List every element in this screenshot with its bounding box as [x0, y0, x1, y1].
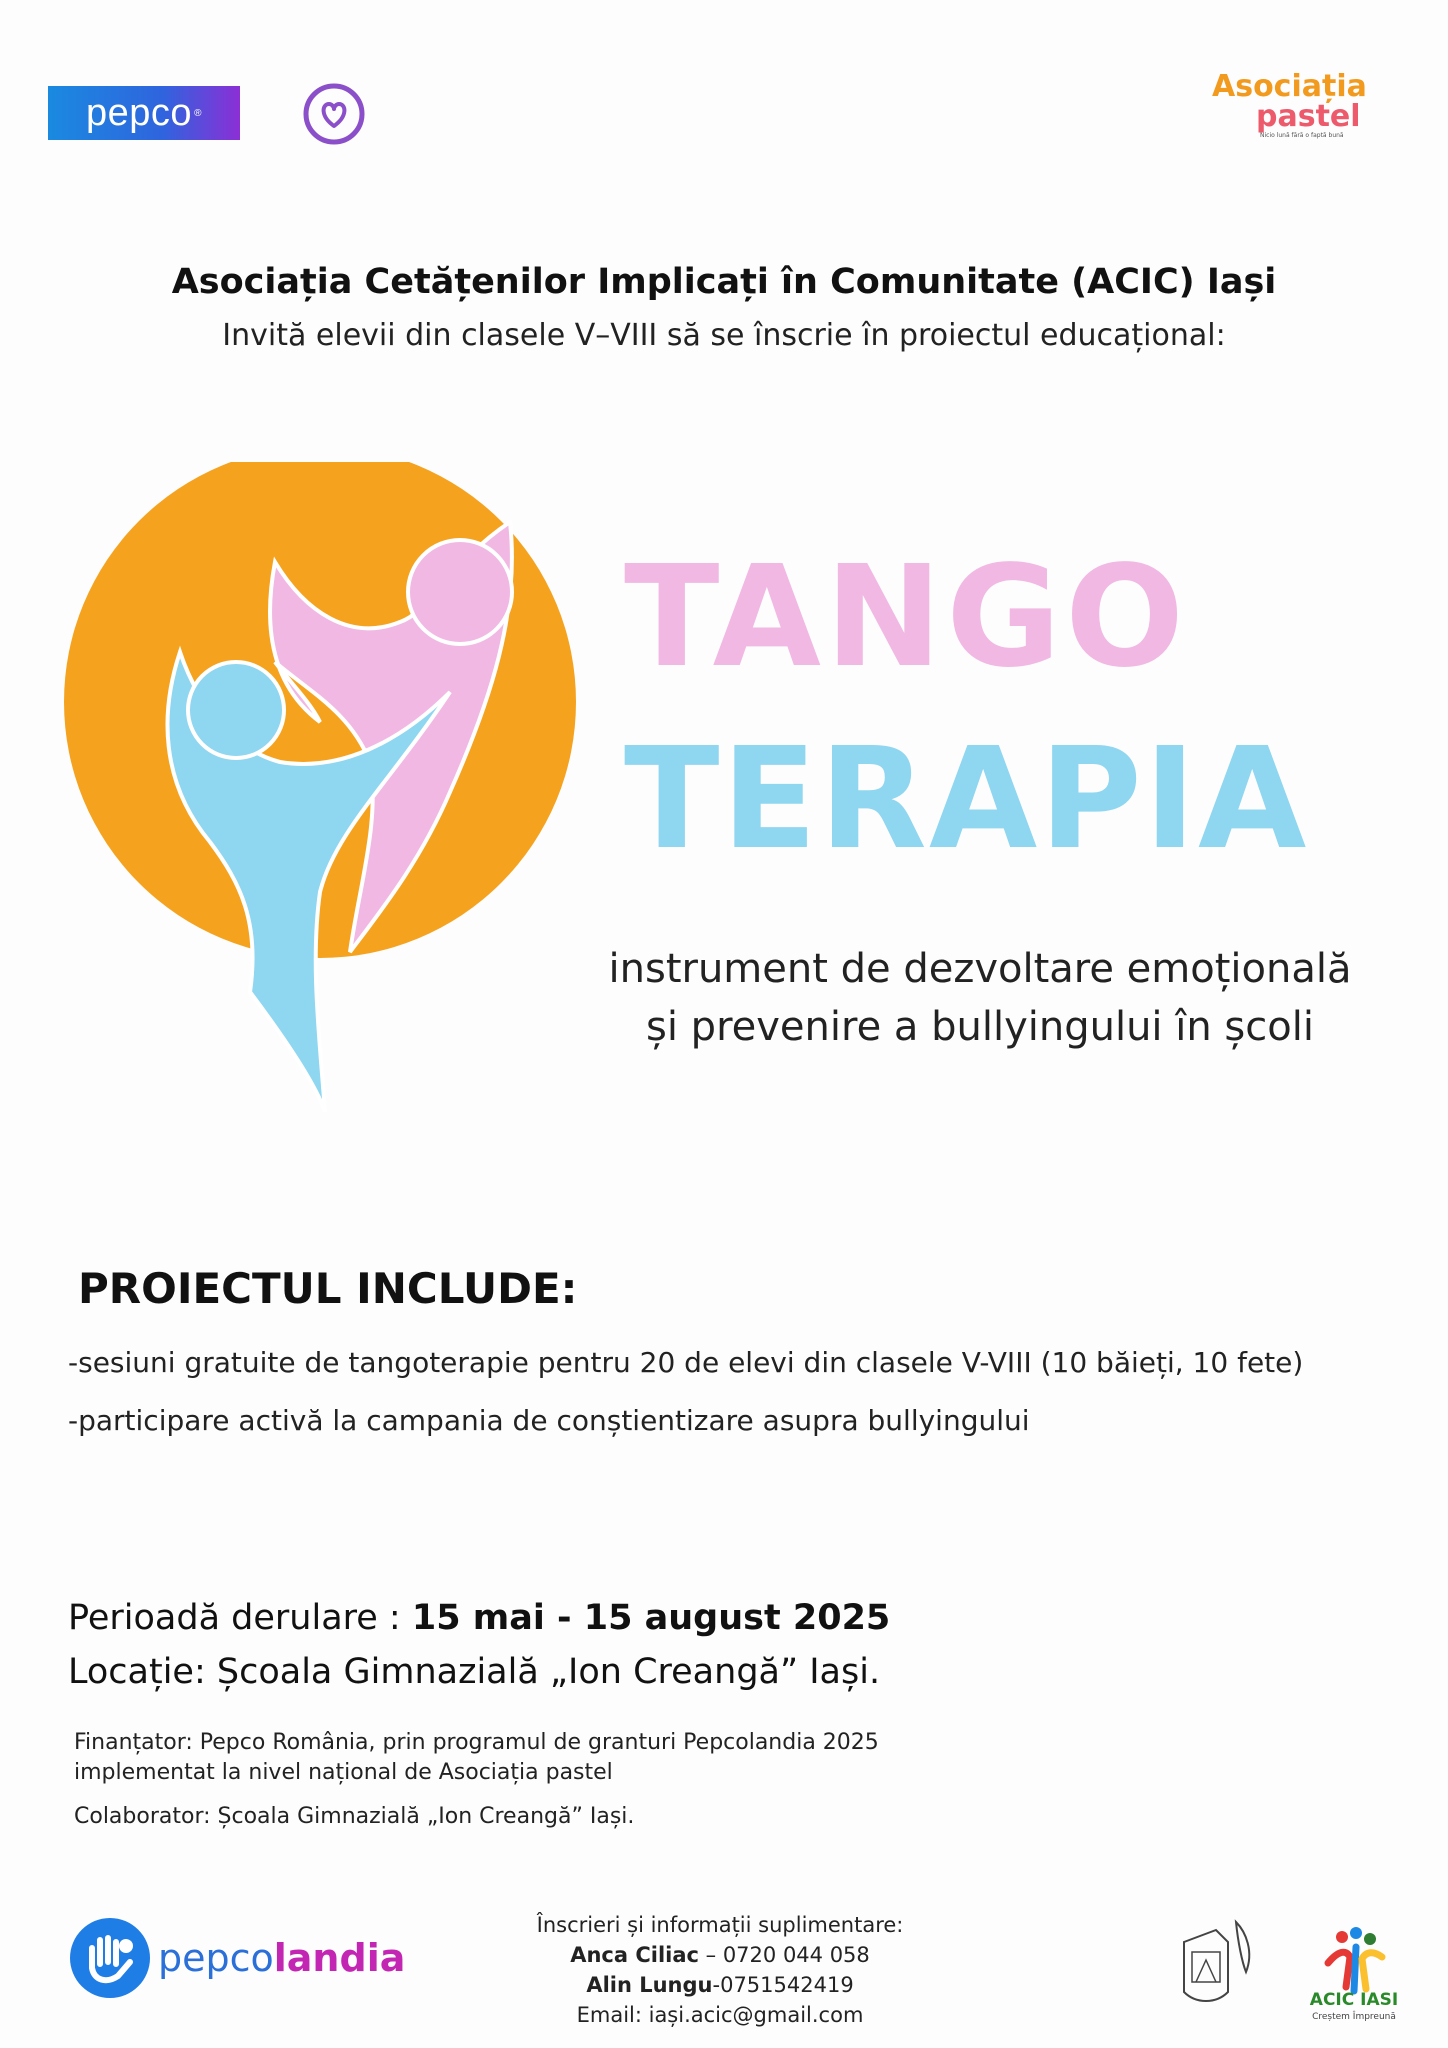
collaborator-info: Colaborator: Școala Gimnazială „Ion Creangă” Iași. — [74, 1804, 635, 1829]
funding-line-1: Finanțator: Pepco România, prin programul de granturi Pepcolandia 2025 — [74, 1730, 879, 1755]
school-crest-logo — [1176, 1912, 1264, 2008]
contact-person-1-name: Anca Ciliac — [570, 1943, 699, 1967]
pepcolandia-hand-icon — [70, 1918, 150, 1998]
invitation-text: Invită elevii din clasele V–VIII să se înscrie în proiectul educațional: — [222, 318, 1226, 353]
pastel-logo-line2: pastel — [1256, 99, 1361, 134]
pastel-logo-line1: Asociația — [1212, 69, 1367, 104]
pastel-logo-tagline: Nicio lună fără o faptă bună — [1260, 132, 1344, 139]
pepcolandia-landia: landia — [273, 1936, 406, 1980]
contact-person-1 — [470, 1940, 970, 1970]
tango-dancers-emblem — [50, 462, 610, 1122]
contact-email: Email: iași.acic@gmail.com — [576, 2003, 864, 2027]
include-item: -participare activă la campania de conștientizare asupra bullyingului — [68, 1404, 1030, 1437]
tagline-line-1: instrument de dezvoltare emoțională — [608, 946, 1352, 992]
pepcolandia-logo — [158, 1936, 405, 1980]
funding-info — [74, 1728, 879, 1788]
title-terapia: TERAPIA — [624, 718, 1309, 881]
title-tango: TANGO — [624, 536, 1189, 699]
acic-iasi-name: ACIC IASI — [1309, 1990, 1399, 2010]
contact-person-2 — [470, 1970, 970, 2000]
pepco-logo: pepco ® — [48, 86, 240, 140]
acic-iasi-tagline: Creștem Împreună — [1312, 2012, 1396, 2022]
pepco-logo-text: pepco — [86, 91, 193, 134]
funding-line-2: implementat la nivel național de Asociația pastel — [74, 1760, 613, 1785]
contact-person-1-phone: – 0720 044 058 — [698, 1943, 870, 1967]
asociatia-pastel-logo — [1212, 69, 1396, 152]
contact-person-2-phone: -0751542419 — [712, 1973, 854, 1997]
period-line — [68, 1598, 890, 1638]
includes-heading: PROIECTUL INCLUDE: — [78, 1264, 578, 1313]
pepcolandia-pepco: pepco — [158, 1936, 274, 1980]
organization-name: Asociația Cetățenilor Implicați în Comunitate (ACIC) Iași — [171, 262, 1277, 302]
location-line: Locație: Școala Gimnazială „Ion Creangă” Iași. — [68, 1652, 881, 1692]
blue-dancer-head — [188, 662, 284, 758]
society-at-heart-logo — [300, 80, 368, 148]
tagline-line-2: și prevenire a bullyingului în școli — [646, 1004, 1314, 1050]
period-value: 15 mai - 15 august 2025 — [411, 1598, 891, 1638]
contact-heading: Înscrieri și informații suplimentare: — [536, 1913, 904, 1937]
project-tagline — [560, 940, 1400, 1056]
include-item: -sesiuni gratuite de tangoterapie pentru 20 de elevi din clasele V-VIII (10 băieți, 10 fete) — [68, 1346, 1304, 1379]
contact-info — [470, 1910, 970, 2030]
period-label: Perioadă derulare : — [68, 1598, 412, 1638]
contact-person-2-name: Alin Lungu — [586, 1973, 713, 1997]
pink-dancer-head — [408, 540, 512, 644]
